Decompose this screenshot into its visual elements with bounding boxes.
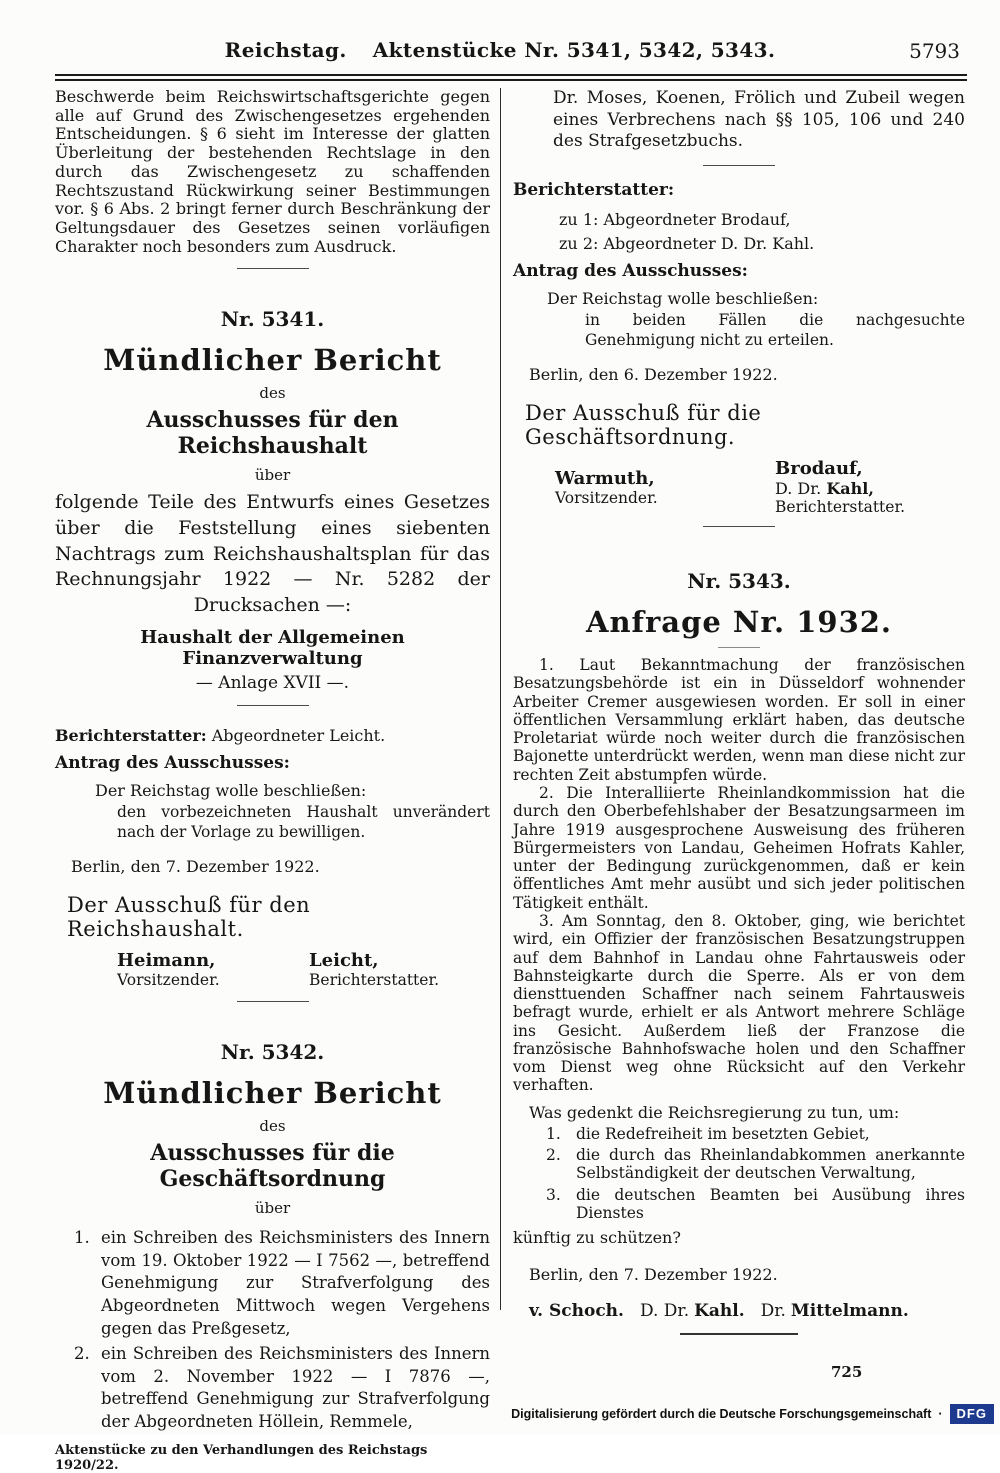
signature-prefix: Dr.	[760, 1301, 786, 1322]
item-text: die durch das Rheinlandabkommen anerkannte Selbständigkeit der deutschen Verwaltung,	[576, 1146, 965, 1183]
doc5341-number: Nr. 5341.	[220, 307, 325, 332]
signature-name: Brodauf,	[775, 458, 863, 480]
rapporteur-label: Berichterstatter:	[55, 725, 207, 745]
doc5341-motion-text: den vorbezeichneten Haushalt unverändert nach der Vorlage zu bewilligen.	[117, 802, 490, 841]
signature-prefix: D. Dr.	[639, 1301, 690, 1322]
doc5341-rapporteur-line	[55, 726, 490, 745]
dfg-logo: DFG	[950, 1404, 994, 1424]
doc5342-motion-label: Antrag des Ausschusses:	[513, 260, 748, 281]
doc5341-of: des	[259, 384, 286, 403]
separator-dot: ·	[938, 1407, 943, 1421]
section-separator	[703, 526, 775, 527]
item-text: ein Schreiben des Reichsministers des Innern vom 2. November 1922 — I 7876 —, betreffend Genehmigung zur Strafverfolgung der Abgeordneten Höllein, Remmele,	[101, 1343, 490, 1432]
volume-footnote: Aktenstücke zu den Verhandlungen des Reichstags 1920/22.	[55, 1442, 428, 1473]
doc5342-committee-signature: Der Ausschuß für die Geschäftsordnung.	[525, 401, 762, 450]
doc5342-rapporteur-label: Berichterstatter:	[513, 179, 675, 200]
doc5341-title: Mündlicher Bericht	[103, 343, 442, 378]
signature-name: Mittelmann.	[790, 1301, 909, 1322]
signature-block-rapporteurs	[775, 458, 905, 516]
item-number: 2.	[546, 1146, 561, 1165]
doc5342-date: Berlin, den 6. Dezember 1922.	[529, 365, 778, 385]
journal-name: Reichstag.	[224, 38, 347, 62]
signature-block-chairman	[555, 468, 775, 507]
signature-role: Vorsitzender.	[117, 970, 220, 989]
signature-name: Warmuth,	[555, 467, 655, 489]
doc5342-of: des	[259, 1116, 286, 1135]
doc5343-date: Berlin, den 7. Dezember 1922.	[529, 1265, 778, 1285]
item-number: 1.	[74, 1227, 90, 1247]
digitization-credit	[511, 1404, 994, 1424]
section-separator	[237, 1001, 309, 1002]
signature-role: Berichterstatter.	[775, 498, 906, 517]
doc5343-paragraph-2: 2. Die Interalliierte Rheinlandkommission hat die durch den Oberbefehlshaber der Besatzungsarmeen im Jahre 1919 ausgesprochene Ausweisung des früheren Bürgermeisters von Landau, Geheimen Hofrats Kahler, unter der Bedingung zurückgenommen, daß er kein öffentliches Amt mehr ausübt und sich jeder politischen Tätigkeit enthält.	[513, 783, 965, 912]
doc5342-rapporteur-2: zu 2: Abgeordneter D. Dr. Kahl.	[559, 233, 815, 253]
doc5343-question-close: künftig zu schützen?	[513, 1228, 681, 1248]
header-double-rule	[55, 74, 967, 81]
doc5341-signatures	[55, 950, 490, 989]
question-item	[513, 1146, 965, 1183]
signature-block-rapporteur	[309, 950, 439, 989]
doc5342-rapporteur-1: zu 1: Abgeordneter Brodauf,	[559, 209, 791, 229]
item-number: 1.	[546, 1124, 561, 1143]
signature-name: v. Schoch.	[529, 1301, 624, 1322]
section-separator	[703, 165, 775, 166]
list-item	[55, 1343, 490, 1434]
doc5343-paragraph-1: 1. Laut Bekanntmachung der französischen Besatzungsbehörde ist ein in Düsseldorf wohnender Arbeiter Cremer ausgewiesen worden. Er soll in einer öffentlichen Versammlung erklärt haben, das deutsche Proletariat würde noch weiter durch die französischen Bajonette unterdrückt werden, wenn man diese nicht zur rechten Zeit abstumpfen würde.	[513, 656, 965, 784]
section-separator	[237, 268, 309, 269]
doc5343-signatures	[513, 1301, 965, 1321]
left-column	[55, 88, 490, 1473]
doc5342-continuation: Dr. Moses, Koenen, Frölich und Zubeil wegen eines Verbrechens nach §§ 105, 106 und 240 des Strafgesetzbuchs.	[553, 88, 965, 152]
doc5341-subject-budget: Haushalt der Allgemeinen Finanzverwaltung	[140, 626, 405, 669]
question-item	[513, 1125, 965, 1143]
doc5341-committee-signature: Der Ausschuß für den Reichshaushalt.	[67, 892, 311, 941]
doc5342-item-list	[55, 1227, 490, 1434]
sheet-number: 725	[831, 1363, 863, 1382]
doc-numbers: 5341, 5342, 5343.	[566, 38, 776, 62]
item-number: 2.	[74, 1343, 90, 1363]
doc5341-date: Berlin, den 7. Dezember 1922.	[71, 856, 320, 876]
list-item	[55, 1227, 490, 1341]
item-text: ein Schreiben des Reichsministers des Innern vom 19. Oktober 1922 — I 7562 —, betreffend Genehmigung zur Strafverfolgung des Abgeordneten Mittwoch wegen Vergehens gegen das Preßgesetz,	[101, 1227, 490, 1339]
section-separator	[237, 705, 309, 706]
digitization-text: Digitalisierung gefördert durch die Deutsche Forschungsgemeinschaft	[511, 1407, 932, 1421]
signature-role: Vorsitzender.	[555, 488, 658, 507]
doc-label: Aktenstücke Nr.	[372, 38, 560, 62]
question-item	[513, 1186, 965, 1223]
doc5342-motion-text: in beiden Fällen die nachgesuchte Genehmigung nicht zu erteilen.	[585, 310, 965, 349]
item-text: die deutschen Beamten bei Ausübung ihres Dienstes	[576, 1185, 965, 1222]
intro-paragraph: Beschwerde beim Reichswirtschaftsgerichte gegen alle auf Grund des Zwischengesetzes ergehenden Entscheidungen. § 6 sieht im Interesse der glatten Überleitung der bestehenden Rechtslage in den durch das Zwischengesetz zu schaffenden Rechtszustand Rückwirkung seiner Bestimmungen vor. § 6 Abs. 2 bringt ferner durch Beschränkung der Geltungsdauer des Gesetzes seinen vorläufigen Charakter noch besonders zum Ausdruck.	[55, 87, 490, 256]
doc5341-subject-annex: — Anlage XVII —.	[195, 672, 350, 693]
doc5343-question-intro: Was gedenkt die Reichsregierung zu tun, um:	[529, 1102, 900, 1122]
signature-name: D. Dr. Kahl,	[775, 479, 874, 499]
item-number: 3.	[546, 1185, 561, 1204]
signature-name: Leicht,	[309, 949, 379, 971]
doc5341-committee: Ausschusses für den Reichshaushalt	[146, 407, 399, 460]
page-header-title	[0, 38, 1000, 62]
doc5342-committee: Ausschusses für die Geschäftsordnung	[150, 1139, 395, 1192]
signature-block-chairman	[117, 950, 309, 989]
page-number: 5793	[909, 39, 960, 63]
item-text: die Redefreiheit im besetzten Gebiet,	[576, 1124, 870, 1143]
section-separator	[680, 1333, 798, 1335]
doc5341-subject: folgende Teile des Entwurfs eines Gesetzes über die Feststellung eines siebenten Nachtrags zum Reichshaushaltsplan für das Rechnungsjahr 1922 — Nr. 5282 der Drucksachen —:	[55, 491, 490, 617]
doc5342-about: über	[254, 1198, 291, 1217]
signature-name: Kahl.	[694, 1301, 745, 1322]
doc5342-motion-intro: Der Reichstag wolle beschließen:	[547, 288, 819, 308]
column-divider	[500, 88, 501, 1310]
signature-role: Berichterstatter.	[309, 970, 440, 989]
doc5341-about: über	[254, 466, 291, 485]
doc5342-signatures	[513, 458, 965, 516]
doc5343-title: Anfrage Nr. 1932.	[585, 605, 893, 640]
section-separator	[718, 647, 760, 648]
doc5342-number: Nr. 5342.	[220, 1039, 325, 1064]
rapporteur-name: Abgeordneter Leicht.	[211, 725, 386, 745]
doc5343-paragraph-3: 3. Am Sonntag, den 8. Oktober, ging, wie berichtet wird, ein Offizier der französischen Besatzungstruppen auf dem Bahnhof in Landau ohne Fahrtausweis oder Bahnsteigkarte durch die Sperre. Als er von dem diensttuenden Schaffner nach seinem Fahrtausweis befragt wurde, erhielt er als Antwort mehrere Schläge ins Gesicht. Außerdem ließ der Franzose die französische Bahnhofswache holen und den Schaffner vom Dienst weg ohne Rücksicht auf den Verkehr verhaften.	[513, 911, 965, 1095]
doc5343-number: Nr. 5343.	[687, 569, 791, 594]
doc5341-motion-label: Antrag des Ausschusses:	[55, 752, 290, 773]
right-column	[513, 88, 965, 1381]
doc5341-motion-intro: Der Reichstag wolle beschließen:	[95, 780, 367, 800]
signature-name: Heimann,	[117, 949, 216, 971]
doc5343-question-list	[513, 1125, 965, 1222]
doc5342-title: Mündlicher Bericht	[103, 1075, 442, 1110]
